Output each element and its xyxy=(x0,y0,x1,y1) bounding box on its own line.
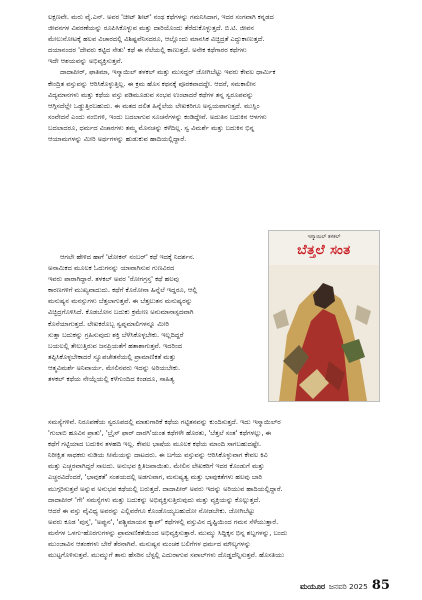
text-line: ಆಗ್ಗಿಸದೆಲ್ಲೇ ಒಡ್ಡುತ್ತಿರಬಹುದು. ಈ ಮತದ ದಲಿತ ಹಿನ್ನೆಲೆಯ ಲೇಖಕರಿಗೂ ಅನ್ವಯವಾಗುತ್ತದೆ. ಮುಸ್ಲಿಂ xyxy=(48,101,260,110)
text-line: ಸಂವೇದನೆ ಎಂದು ನಂಬಿಗಳಿ, ಇಂದು ಬದಲಾಗುವ ಸೂಚನೆಗಳನ್ನು ಕಂಡಿದ್ದೇವೆ. ಅದುತಿನ ಬದುಕಿನ ಆಳಗಳು xyxy=(48,112,267,121)
book-author: ಇಸ್ಮಾಯಿಲ್ ತಳಕಲ್ xyxy=(307,234,341,240)
text-line: ಮೇಲುನೋಟಕ್ಕೆ ಹಲವ ವಿಚಾರದಲ್ಲಿ ವಿಶಿಷ್ಟವೆನಿಸದರೂ, ಆಲ್ಲೊಂದು ಮಾನಸಿಕ ವಿಚ್ಛಿದ್ರತೆ ಎದ್ದುಕಾಣುತ್ತದೆ. xyxy=(48,35,265,44)
book-cover-image xyxy=(268,230,380,402)
text-line: ಕಾರಣಗಳಿಗೆ ಮುಖ್ಯವಾದುದು. ಕಥೆಗೆ ಕೊರೋನಾ ಹಿನ್ನೆಲೆ ಇದ್ದರೂ, ಆಲ್ಲಿ xyxy=(48,286,198,295)
text-line: ಮುಟ್ಟಗೊಳಿಸುತ್ತವೆ. ಮುಮ್ಮುಗೆ ತಾನು ಹೆಸರಿನ ಬೆಸ್ಟಲ್ಲಿ ಎದುರಾಗುವ ಸವಾಲ್‌ಗಳು ದೊಡ್ಡದೆನ್ನಿಸುತ್ತವೆ. ಹೊಸತಿಯು xyxy=(48,551,285,560)
text-line: ಆತ್ಮವಿಮರ್ಶೆ ಅನಿವಾರ್ಯ. ಮೇಲಿನವರು ಇದನ್ನು ಅರಿಯಬೇಕು. xyxy=(48,363,181,372)
text-line: ಮನುಷ್ಯನ ಮನಸ್ಸುಗಳು ಬೆತ್ತಲಾಗುತ್ತವೆ. ಈ ಬೆತ್ತಲುತನ ಮನುಷ್ಯರನ್ನು xyxy=(48,297,193,306)
book-title: ಬೆತ್ತಲೆ ಸಂತ xyxy=(297,243,351,258)
text-line: ಆಗಲೇ ಹೇಳಿದ ಹಾಗೆ 'ಟೋಕನ್ ನಂಬರ್' ಕಥೆ ಇದಕ್ಕೆ ನಿದರ್ಶನ. xyxy=(60,253,195,261)
text-line: ಲಕ್ಷಣವೇ. ಮರು ವೈ.ಎನ್. ಅವರ 'ಚೀಟ್ ಶೀಟ್' ನಂಥ ಕಥೆಗಳನ್ನು ಗಮನಿಸಿದಾಗ, ಇದರ ಸಂಗವಾಗಿ ಕನ್ನಡದ xyxy=(48,13,274,21)
text-line: ತಳಕಲ್ ಕಥೆಯ ನೇಯ್ಗೆಯಲ್ಲಿ ಕಳೆಗುಂದಿದ ಕಿಂಡದೂ, ಸಾಹಿತ್ಯ xyxy=(48,375,175,384)
text-line: ಎಚ್ಚರವಿದೆಂದರೆ, 'ಭಾವುಕತೆ' ಸಂಶಯದಲ್ಲಿ ಅಡಗುವಾಗ, ಮನುಷ್ಯತ್ವ ಮತ್ತು ಭಾವುಕತೆಗಳು ಹಲವು ಬಾರಿ xyxy=(48,473,263,482)
text-line: ಅವರು ಕೂಡ 'ಪುಸ್ತ', 'ಅಪ್ಪುನ', 'ಪಶ್ಚಿಮಾಯನ ಕ್ಯಾಪ್' ಕಥೆಗಳಲ್ಲಿ ವಸ್ತುವಿನ ದೃಷ್ಟಿಯಿಂದ ಗಮನ ಸೆಳೆಯುತ್ತಾರೆ. xyxy=(48,517,279,526)
text-line: ಇದೇ ಆಶಯವನ್ನು ಅಭಿವ್ಯಕ್ತಿಸುತ್ತವೆ. xyxy=(48,57,123,66)
text-line: ಸಮಸ್ಯೆಗಳಿವೆ. ನಿರೂಪಣೆಯ ಸ್ವರೂಪದಲ್ಲಿ ಮಾತುಗಾರಿಕೆ ಕಥೆಯ ಗಟ್ಟಿತನವನ್ನು ಕುಂದಿಸುತ್ತದೆ. ಇದು ಇಸ್ಮಾಯಿಲ್‌ರ xyxy=(48,418,281,426)
issue-date: ಜನವರಿ 2025 xyxy=(328,582,368,591)
magazine-masthead: ಮಯೂರ xyxy=(300,581,325,591)
text-line: ಮುಂಜಾವಿನ ಆತಂಕಗಳು ಬೇರೆ ತೆರನಾಗಿವೆ. ಮನುಷ್ಯನ ಮಂಚಕ ಬಲಿಗೆಗಳ ಧರ್ಮದ ಮೌಲ್ಯಗಳನ್ನು xyxy=(48,540,251,549)
article-body-middle xyxy=(48,252,264,385)
text-line: ಮತ್ತು ಎಚ್ಚರವಾಗಿದ್ದರೆ ಸಾಲದು. ಅನುಭವ ಕ್ಷಿತಿಜವಾಯಿತು. ಮೇಲಿನ ಲೇಖಕರಿಗೆ ಇದರ ಕೊಂಡುಗೆ ಮತ್ತು xyxy=(48,462,265,471)
text-line: ಸುತ್ತಾ ಬದುಕನ್ನು ಗ್ರಹಿಸುವುದು ಶಕ್ತಿ ಬೆಳೆಸಿಕೊಳ್ಳಬೇಕು. ಇಲ್ಲದಿದ್ದರೆ xyxy=(48,330,184,339)
text-line: ಮನೆಗಳ ಒಳಗು-ಹೊರಗುಗಳನ್ನು ಪ್ರಾಮಾಣಿಕತೆಯಿಂದ ಅಭಿವ್ಯಕ್ತಿಸುತ್ತಾರೆ. ಮುಮ್ಮು ಸಿದ್ದಿಕ್ಕನ ಭಿನ್ನ ಶಬ್ದಗಳನ್ನು, ಬಂದು xyxy=(48,528,288,537)
text-line: ಬದಲಾದರೂ, ಧರ್ಮದ ವಿಚಾರಗಳು ತಮ್ಮ ಮೊನಚನ್ನು ಕಳೆದಿಲ್ಲ. ಸ್ವ ವಿಮರ್ಶೆ ಮತ್ತು ಬದುಕಿನ ಭಿನ್ನ xyxy=(48,123,255,132)
text-line: ದಯಾನಂದರ 'ದೇವರು ಕಟ್ಟಿದ ಸೇತು' ಕಥೆ ಈ ನೆಲೆಯಲ್ಲಿ ಕಾಣುತ್ತದೆ. ಅನೇಕ ಕಥೆಗಾರರ ಕಥೆಗಳು xyxy=(48,46,247,55)
text-line: ನಿರೀಕ್ಷಿತ ಸಾಧಕರು ನುಡಿಯ ಸೀಮೆಯನ್ನು ದಾಟದರು. ಈ ಬಗೆಯ ವಸ್ತುವನ್ನು ಆರಿಸಿಕೊಳ್ಳುವಾಗ ಕೇವಲ ಕಿವಿ xyxy=(48,451,268,460)
text-line: ಕಥೆಗೆ ಗಟ್ಟಿಯಾದ ಬದುಕಿನ ತಳಹದಿ ಇಲ್ಲ. ಕೇವಲ ಭಾಷೆಯ ಮೂಲಕ ಕಥೆಯ ಮಾಂದಿ ಸಾಗಬಹುದಷ್ಟೇ. xyxy=(48,440,262,449)
text-line: ಆದರೆ ಈ ವಸ್ತು ವೈವಿಧ್ಯ ಅವರನ್ನು ಎಲ್ಲಿವರೆಗೂ ಕೊಂಡೊಯ್ಯಬಹುದೋ ನೋಡಬೇಕು. ಜೋಗಿಬೆಟ್ಟು xyxy=(48,506,255,515)
text-line: ಇವರು ಪಾರಾಗಿದ್ದಾರೆ. ತಳಕಲ್ ಅವರ 'ರೋಗಗ್ರಸ್ತ' ಕಥೆ ಹಲವು xyxy=(48,275,179,284)
text-line: ಕೇಂದ್ರಿತ ವಸ್ತುವನ್ನು ಆರಿಸಿಕೊಳ್ಳುತ್ತಿಲ್ಲ. ಈ ಕ್ರಮ ಹೊಸ ಕಥನಕ್ಕೆ ಪೂರಕವಾದದ್ದೇ. ಆದರೆ, ಸಮಕಾಲೀನ xyxy=(48,79,256,88)
article-body-bottom xyxy=(48,417,378,561)
text-line: ತಪ್ಪಿಸಿಕೊಳ್ಳಬೇಕಾದರೆ ಸ್ವೂಪಚೇತನೆಯಲ್ಲಿ ಪ್ರಾಮಾಣಿಕತೆ ಮತ್ತು xyxy=(48,352,176,361)
text-line: ದಾದಾಪೀರ್ 'ಗೇ' ಸಮಸ್ಯೆಗಳು ಮತ್ತು ಬದುಕನ್ನು ಅಭಿವ್ಯಕ್ತಿಸುತ್ತಿರುವುದು ಮತ್ತು ವ್ಯಕ್ತಿಯನ್ನು ಕೊಲ್ಲುತ್ತದೆ. xyxy=(48,495,261,504)
page-footer xyxy=(300,578,390,594)
cover-illustration xyxy=(269,265,379,401)
text-line: ವಿಚ್ಛಿದ್ರಗೊಳಿಸಿದೆ. ಕೊಡಬೋನ ಬದುಕು ಕ್ರಮೇಣ ಅನುಮಾನಾಸ್ಪದವಾಗಿ xyxy=(48,308,194,317)
text-line: ಮುಗ್ಗರಿಸುತ್ತವೆ ಅನ್ನುವ ಅನುಭವ ಕಥೆಯಲ್ಲಿ ಬರುತ್ತದೆ. ದಾದಾಪೀರ್ ಅವರು ಇದನ್ನು ಅರಿಯುವ ಹಾದಿಯಲ್ಲಿದ್ದಾರೆ. xyxy=(48,484,283,493)
page-number: 85 xyxy=(371,578,390,593)
text-line: ವಿದ್ಯಮಾನಗಳು ಮತ್ತು ಕಥೆಯ ವಸ್ತು ಪಡಿಮೂಡುವ ಸಂಭವ ಉಂಟಾದರೆ ಕಥೆಗಳ ತನ್ನ ಸ್ವರೂಪವನ್ನು xyxy=(48,90,254,99)
text-line: ಆಯಾಮಗಳನ್ನು ಮೀರಿ ಅರ್ಥಗಳನ್ನು ಹುಡುಕುವ ಹಾದಿಯಲ್ಲಿದ್ದಾರೆ. xyxy=(48,135,187,144)
text-line: ಜೀವನಗಳ ವಿವರಣೆಯನ್ನು ರೂಪಿಸಿಕೊಳ್ಳುವ ಮತ್ತು ದಾರಿಯೊಂದು ತೆರೆದುಕೊಳ್ಳುತ್ತದೆ. ಬಿ.ಟಿ. ಜೀವನ xyxy=(48,24,255,33)
text-line: ದಾದಾಪೀರ್, ಫಾತಿಮಾ, ಇಸ್ಮಾಯಿಲ್ ತಳಕಲ್ ಮತ್ತು ಮುಸದ್ದರ್ ಜೋಗಿಬೆಟ್ಟು ಇವರು ಕೇವಲ ಧಾರ್ಮಿಕ xyxy=(60,68,276,77)
article-body-top xyxy=(48,12,378,145)
text-line: ಬಯಲಲ್ಲಿ ತೇಲುತ್ತಿರುವ ಜನಪ್ರಿಯತೆಗೆ ಹತಾಶಾಗುತ್ತವೆ. ಇದರಿಂದ xyxy=(48,341,183,350)
text-line: 'ಗುಲಾಬಿ ಹೂವಿನ ಪ್ರಾತು', 'ಬ್ರೈಸ್ ಫಾರ್ ದಾರಗಿ'ಯಂತ ಕಥೆಗಳೇ ಹೊರತು, 'ಬೆತ್ತಲೆ ಸಂತ' ಕಥೆಗಳಲ್ಲು, ಈ xyxy=(48,429,272,438)
text-line: ಅನಾಮಿಕದ ಮೂಲಕ ಓದುಗನನ್ನು ಯಾವಾಗಿಸುವ ಗುಣವಿರದ xyxy=(48,264,175,273)
text-line: ಕೊನೆಯಾಗುತ್ತದೆ. ಲೇಖಕರೊಬ್ಬ ಸ್ವಪ್ನಮಾಲಿಗಳನ್ನೂ ಮೀರಿ xyxy=(48,319,169,328)
